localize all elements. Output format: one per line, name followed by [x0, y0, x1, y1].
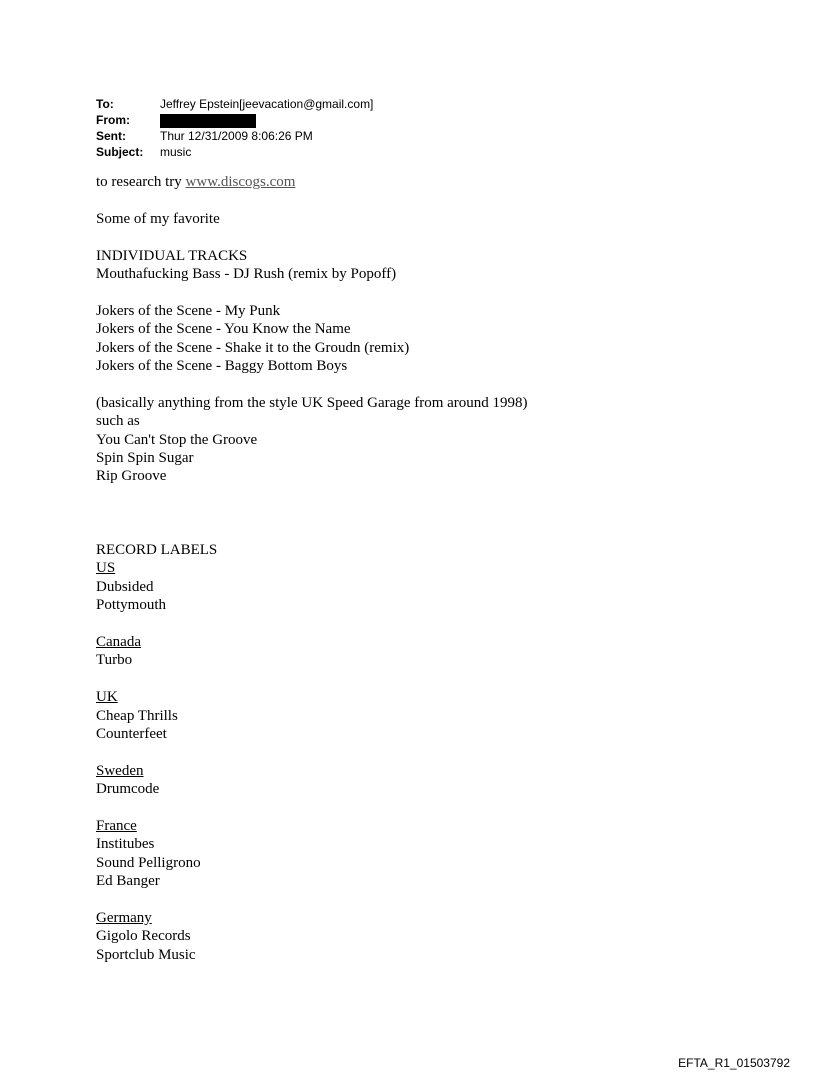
discogs-link[interactable]: www.discogs.com	[185, 174, 296, 190]
sent-row	[96, 128, 373, 144]
to-row	[96, 96, 373, 112]
such-as: such as	[96, 413, 140, 430]
sent-label: Sent:	[96, 129, 126, 143]
label-item: Gigolo Records	[96, 928, 191, 945]
label-item: Turbo	[96, 652, 133, 669]
track-item: Jokers of the Scene - Shake it to the Groudn (remix)	[96, 339, 410, 356]
country-heading-france: France	[96, 818, 137, 835]
from-row	[96, 112, 373, 128]
label-item: Pottymouth	[96, 597, 167, 614]
email-header	[96, 96, 373, 160]
to-value: Jeffrey Epstein[jeevacation@gmail.com]	[160, 97, 374, 111]
track-item: Jokers of the Scene - You Know the Name	[96, 321, 351, 338]
garage-note: (basically anything from the style UK Speed Garage from around 1998)	[96, 394, 528, 411]
label-item: Ed Banger	[96, 873, 160, 890]
subject-value: music	[160, 145, 192, 159]
sent-value: Thur 12/31/2009 8:06:26 PM	[160, 129, 313, 143]
to-label: To:	[96, 97, 114, 111]
label-item: Sound Pelligrono	[96, 854, 201, 871]
track-item: You Can't Stop the Groove	[96, 431, 258, 448]
label-item: Counterfeet	[96, 726, 167, 743]
subject-label: Subject:	[96, 145, 144, 159]
label-item: Institubes	[96, 836, 155, 853]
email-body	[96, 173, 528, 964]
track-item: Spin Spin Sugar	[96, 450, 194, 467]
research-line	[96, 173, 528, 191]
track-item: Rip Groove	[96, 468, 167, 485]
label-item: Drumcode	[96, 781, 160, 798]
track-item: Jokers of the Scene - My Punk	[96, 302, 281, 319]
research-prefix: to research try	[96, 174, 186, 190]
country-heading-canada: Canada	[96, 634, 141, 651]
favorites-intro: Some of my favorite	[96, 210, 220, 227]
country-heading-us: US	[96, 560, 116, 577]
country-heading-germany: Germany	[96, 910, 152, 927]
document-id: EFTA_R1_01503792	[678, 1056, 790, 1070]
subject-row	[96, 144, 373, 160]
label-item: Sportclub Music	[96, 946, 196, 963]
track-item: Jokers of the Scene - Baggy Bottom Boys	[96, 358, 348, 375]
tracks-heading: INDIVIDUAL TRACKS	[96, 247, 248, 264]
labels-heading: RECORD LABELS	[96, 542, 218, 559]
country-heading-uk: UK	[96, 689, 118, 706]
track-item: Mouthafucking Bass - DJ Rush (remix by Popoff)	[96, 266, 397, 282]
redaction-block	[160, 114, 256, 128]
label-item: Cheap Thrills	[96, 707, 178, 724]
from-label: From:	[96, 113, 130, 127]
country-heading-sweden: Sweden	[96, 762, 144, 779]
label-item: Dubsided	[96, 578, 154, 595]
